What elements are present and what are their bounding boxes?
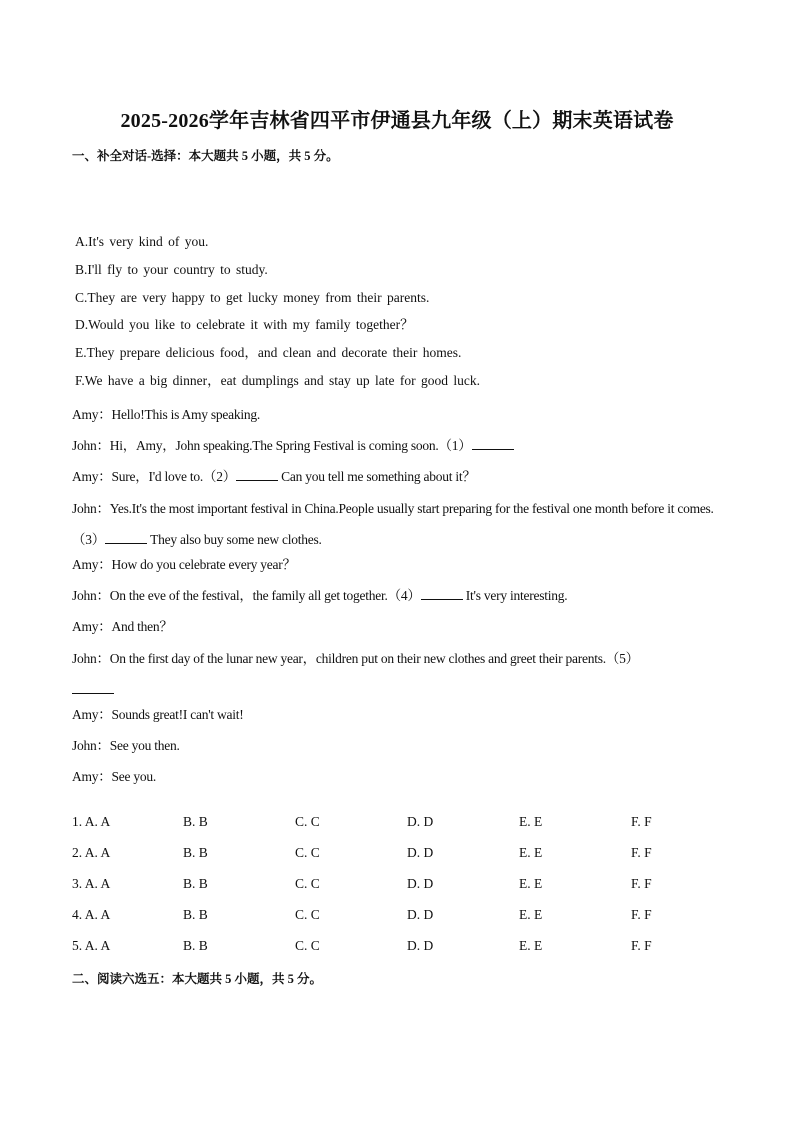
- dialog-text: John：See you then.: [72, 738, 180, 753]
- dialog-text: Amy：And then？: [72, 619, 173, 634]
- dialog-line: [72, 436, 722, 467]
- section-heading-2: 二、阅读六选五：本大题共 5 小题，共 5 分。: [72, 972, 323, 986]
- choice-d[interactable]: D. D: [407, 876, 434, 891]
- choice-d[interactable]: D. D: [407, 907, 434, 922]
- option-list: [75, 232, 480, 399]
- dialog-line: [72, 405, 722, 436]
- choice-a[interactable]: 4. A. A: [72, 907, 111, 922]
- dialog-line: [72, 767, 722, 798]
- choice-f[interactable]: F. F: [631, 876, 652, 891]
- question-row-5: [72, 936, 743, 967]
- answer-blank-1[interactable]: [472, 437, 514, 450]
- choice-b[interactable]: B. B: [183, 876, 208, 891]
- dialog-line: [72, 586, 722, 617]
- choice-b[interactable]: B. B: [183, 938, 208, 953]
- choice-e[interactable]: E. E: [519, 845, 543, 860]
- choice-e[interactable]: E. E: [519, 907, 543, 922]
- choice-a[interactable]: 1. A. A: [72, 814, 111, 829]
- dialog-text: John：On the first day of the lunar new year，children put on their new clothes and greet their parents.（5）: [72, 651, 639, 666]
- dialog-text: John：Hi，Amy，John speaking.The Spring Festival is coming soon.（1）: [72, 438, 472, 453]
- section-heading-1: 一、补全对话-选择：本大题共 5 小题，共 5 分。: [72, 149, 339, 163]
- choice-c[interactable]: C. C: [295, 814, 320, 829]
- choice-d[interactable]: D. D: [407, 845, 434, 860]
- choice-d[interactable]: D. D: [407, 814, 434, 829]
- dialog-line: [72, 643, 722, 705]
- dialog-line: [72, 705, 722, 736]
- choice-f[interactable]: F. F: [631, 814, 652, 829]
- dialog-line: [72, 736, 722, 767]
- dialog-text: John：Yes.It's the most important festival in China.People usually start preparing for the festival one month before it comes.（3）: [72, 501, 714, 547]
- choice-e[interactable]: E. E: [519, 938, 543, 953]
- choice-a[interactable]: 2. A. A: [72, 845, 111, 860]
- dialog-text: Can you tell me something about it？: [278, 469, 476, 484]
- choice-a[interactable]: 3. A. A: [72, 876, 111, 891]
- option-e: E.They prepare delicious food，and clean and decorate their homes.: [75, 345, 462, 361]
- choice-e[interactable]: E. E: [519, 876, 543, 891]
- dialog-line: [72, 493, 722, 555]
- dialog-text: They also buy some new clothes.: [147, 532, 322, 547]
- answer-choices: [72, 812, 743, 967]
- choice-c[interactable]: C. C: [295, 845, 320, 860]
- page-title: 2025-2026学年吉林省四平市伊通县九年级（上）期末英语试卷: [120, 110, 674, 132]
- answer-blank-2[interactable]: [236, 468, 278, 481]
- choice-b[interactable]: B. B: [183, 845, 208, 860]
- choice-b[interactable]: B. B: [183, 907, 208, 922]
- choice-c[interactable]: C. C: [295, 938, 320, 953]
- question-row-2: [72, 843, 743, 874]
- choice-d[interactable]: D. D: [407, 938, 434, 953]
- answer-blank-4[interactable]: [421, 587, 463, 600]
- dialog: [72, 405, 722, 798]
- option-a: A.It's very kind of you.: [75, 234, 209, 249]
- dialog-text: Amy：Sounds great!I can't wait!: [72, 707, 244, 722]
- choice-e[interactable]: E. E: [519, 814, 543, 829]
- question-row-3: [72, 874, 743, 905]
- dialog-text: It's very interesting.: [462, 588, 568, 603]
- choice-f[interactable]: F. F: [631, 907, 652, 922]
- choice-a[interactable]: 5. A. A: [72, 938, 111, 953]
- option-d: D.Would you like to celebrate it with my family together？: [75, 317, 414, 333]
- dialog-text: John：On the eve of the festival，the family all get together.（4）: [72, 588, 421, 603]
- option-f: F.We have a big dinner，eat dumplings and stay up late for good luck.: [75, 372, 480, 388]
- choice-f[interactable]: F. F: [631, 845, 652, 860]
- choice-c[interactable]: C. C: [295, 876, 320, 891]
- dialog-text: Amy：See you.: [72, 769, 156, 784]
- dialog-text: Amy：Sure，I'd love to.（2）: [72, 469, 237, 484]
- dialog-line: [72, 555, 722, 586]
- answer-blank-3[interactable]: [105, 531, 147, 544]
- choice-b[interactable]: B. B: [183, 814, 208, 829]
- option-b: B.I'll fly to your country to study.: [75, 261, 268, 277]
- choice-c[interactable]: C. C: [295, 907, 320, 922]
- option-c: C.They are very happy to get lucky money from their parents.: [75, 289, 430, 305]
- dialog-text: Amy：How do you celebrate every year？: [72, 557, 296, 572]
- answer-blank-5[interactable]: [72, 681, 114, 694]
- question-row-1: [72, 812, 743, 843]
- question-row-4: [72, 905, 743, 936]
- dialog-text: Amy：Hello!This is Amy speaking.: [72, 407, 260, 422]
- choice-f[interactable]: F. F: [631, 938, 652, 953]
